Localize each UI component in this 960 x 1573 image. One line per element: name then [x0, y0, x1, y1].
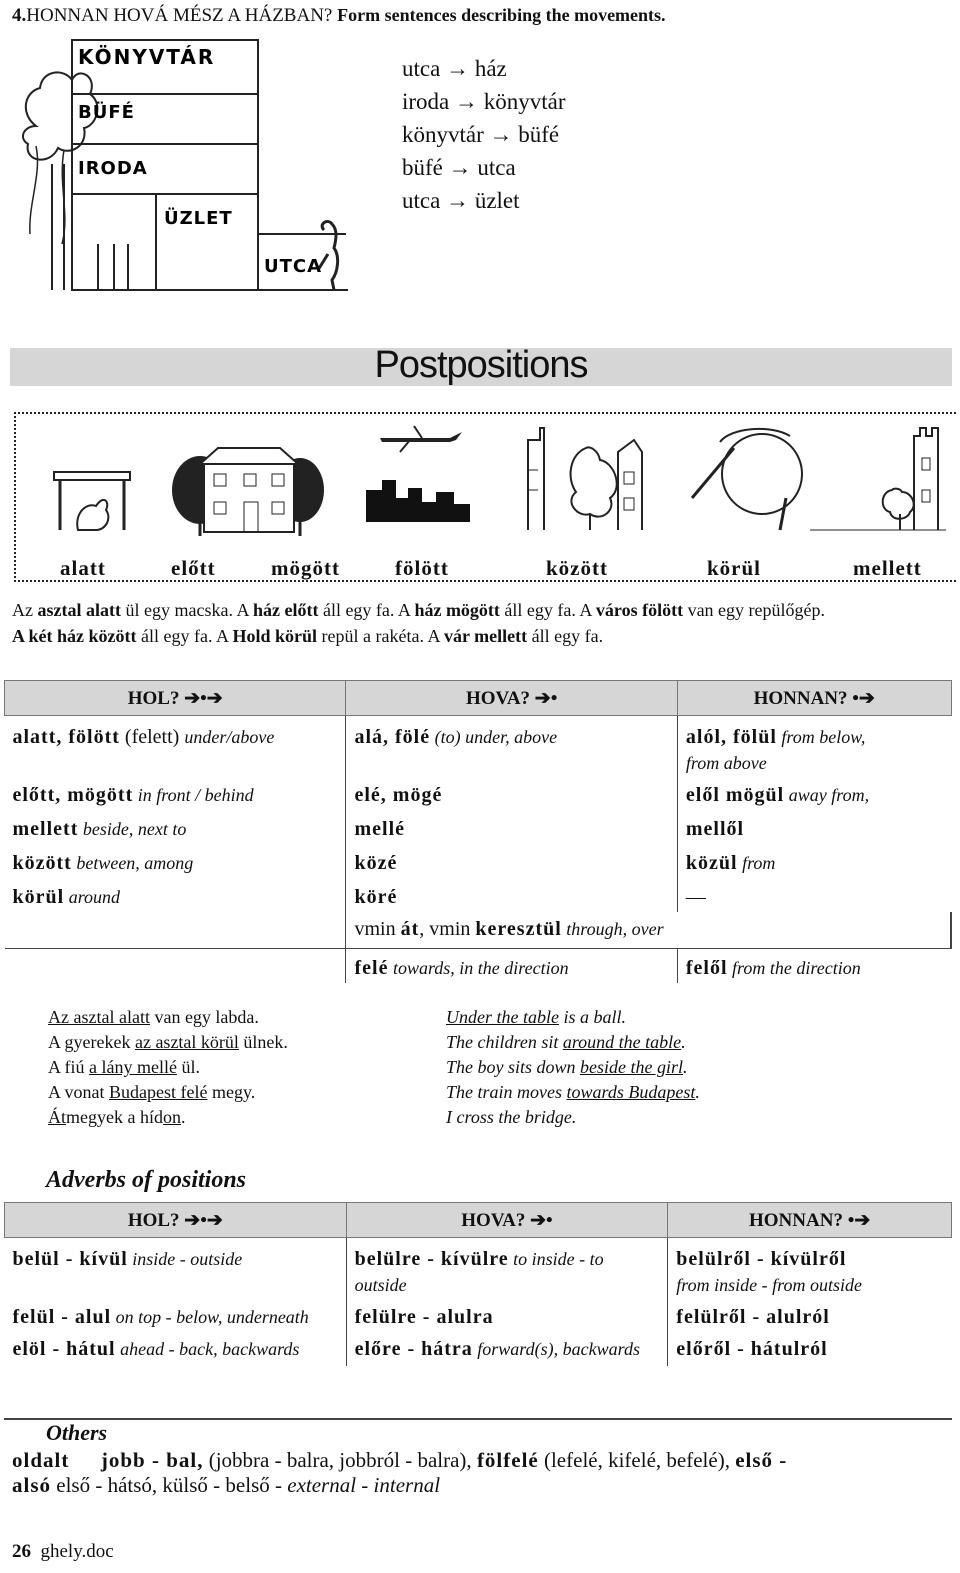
castle-with-tree-figure [810, 428, 946, 530]
sample-translation: The train moves towards Budapest. [446, 1082, 700, 1102]
table-header-row [5, 1203, 952, 1238]
postposition-label: mögött [271, 556, 340, 580]
postposition-figures [30, 418, 950, 538]
sample-sentence: A gyerekek az asztal körül ülnek. [48, 1032, 288, 1052]
arrow-icon: → [489, 122, 513, 147]
exercise-number: 4. [12, 5, 27, 26]
route-line: büfé → utca [402, 155, 516, 180]
file-name: ghely.doc [40, 1541, 114, 1562]
sample-translation: I cross the bridge. [446, 1107, 577, 1127]
table-row: alatt, fölött (felett) under/above alá, fölé (to) under, above alól, fölül from below, from above [5, 716, 952, 779]
building-label-bufe: BÜFÉ [78, 102, 135, 123]
house-with-trees-figure [172, 448, 324, 536]
postposition-table [4, 680, 952, 983]
sample-sentence: A fiú a lány mellé ül. [48, 1057, 200, 1077]
table-header-row [5, 681, 952, 716]
postposition-label: körül [707, 556, 762, 580]
building-label-utca: UTCA [264, 256, 323, 277]
example-sentences-line: Az asztal alatt ül egy macska. A ház előtt áll egy fa. A ház mögött áll egy fa. A város fölött van egy repülőgép. [12, 600, 826, 620]
postpositions-title: Postpositions [374, 344, 588, 386]
table-row-towards: felé towards, in the direction felől from the direction [5, 949, 952, 984]
arrow-icon: → [448, 155, 472, 180]
sample-sentence: Átmegyek a hídon. [48, 1107, 186, 1127]
route-line: utca → üzlet [402, 188, 520, 213]
table-row: mellett beside, next to mellé mellől [5, 810, 952, 844]
postposition-label: előtt [171, 556, 216, 580]
route-line: iroda → könyvtár [402, 89, 566, 114]
header-hova: HOVA? ➔• [346, 681, 677, 716]
header-honnan: HONNAN? •➔ [677, 681, 951, 716]
exercise-title-hu: HONNAN HOVÁ MÉSZ A HÁZBAN? [26, 5, 333, 26]
route-line: könyvtár → büfé [402, 122, 560, 147]
header-honnan: HONNAN? •➔ [668, 1203, 952, 1238]
route-line: utca → ház [402, 56, 507, 81]
building-label-konyvtar: KÖNYVTÁR [78, 45, 216, 69]
sample-translation: The children sit around the table. [446, 1032, 686, 1052]
sample-sentence: A vonat Budapest felé megy. [48, 1082, 256, 1102]
table-row: között between, among közé közül from [5, 844, 952, 878]
table-row: belül - kívül inside - outside belülre - kívülre to inside - to outside belülről - kívülről from inside - from outside [5, 1238, 952, 1301]
others-divider [4, 1418, 952, 1420]
table-row: előtt, mögött in front / behind elé, mögé elől mögül away from, [5, 778, 952, 810]
table-row: felül - alul on top - below, underneath felülre - alulra felülről - alulról [5, 1300, 952, 1332]
header-hol: HOL? ➔•➔ [5, 1203, 347, 1238]
tree-between-buildings-figure [528, 428, 642, 530]
rocket-around-moon-figure [692, 429, 802, 530]
arrow-icon: → [455, 89, 479, 114]
adverbs-table [4, 1202, 952, 1366]
postpositions-banner [10, 344, 952, 386]
page-footer [12, 1541, 114, 1563]
table-row: elöl - hátul ahead - back, backwards előre - hátra forward(s), backwards előről - hátulról [5, 1332, 952, 1366]
building-label-uzlet: ÜZLET [164, 208, 233, 229]
others-line: alsó első - hátsó, külső - belső - external - internal [12, 1473, 441, 1497]
example-sentences-line: A két ház között áll egy fa. A Hold körül repül a rakéta. A vár mellett áll egy fa. [12, 626, 604, 646]
exercise-instruction: Form sentences describing the movements. [337, 5, 666, 25]
postposition-label: mellett [853, 556, 922, 580]
others-heading: Others [46, 1420, 108, 1445]
building-label-iroda: IRODA [78, 158, 148, 179]
postposition-label: között [546, 556, 608, 580]
adverbs-heading: Adverbs of positions [46, 1167, 247, 1193]
table-row-across: vmin át, vmin keresztül through, over [5, 912, 952, 949]
sample-sentences-en [446, 1005, 700, 1130]
plane-over-city-figure [366, 426, 470, 522]
sample-translation: Under the table is a ball. [446, 1007, 626, 1027]
exercise-title [12, 5, 666, 27]
sample-sentence: Az asztal alatt van egy labda. [48, 1007, 259, 1027]
table-with-cat-figure [54, 472, 130, 530]
sample-sentences-hu [48, 1005, 288, 1130]
sample-translation: The boy sits down beside the girl. [446, 1057, 688, 1077]
building-drawing [18, 34, 358, 296]
header-hol: HOL? ➔•➔ [5, 681, 346, 716]
others-line: oldalt jobb - bal, (jobbra - balra, jobbról - balra), fölfelé (lefelé, kifelé, befelé), első - [12, 1448, 788, 1472]
postposition-label: fölött [395, 556, 449, 580]
arrow-icon: → [446, 56, 470, 81]
header-hova: HOVA? ➔• [346, 1203, 668, 1238]
page-number: 26 [12, 1541, 31, 1562]
arrow-icon: → [446, 188, 470, 213]
table-row: körül around köré — [5, 878, 952, 912]
postposition-label: alatt [60, 556, 106, 580]
